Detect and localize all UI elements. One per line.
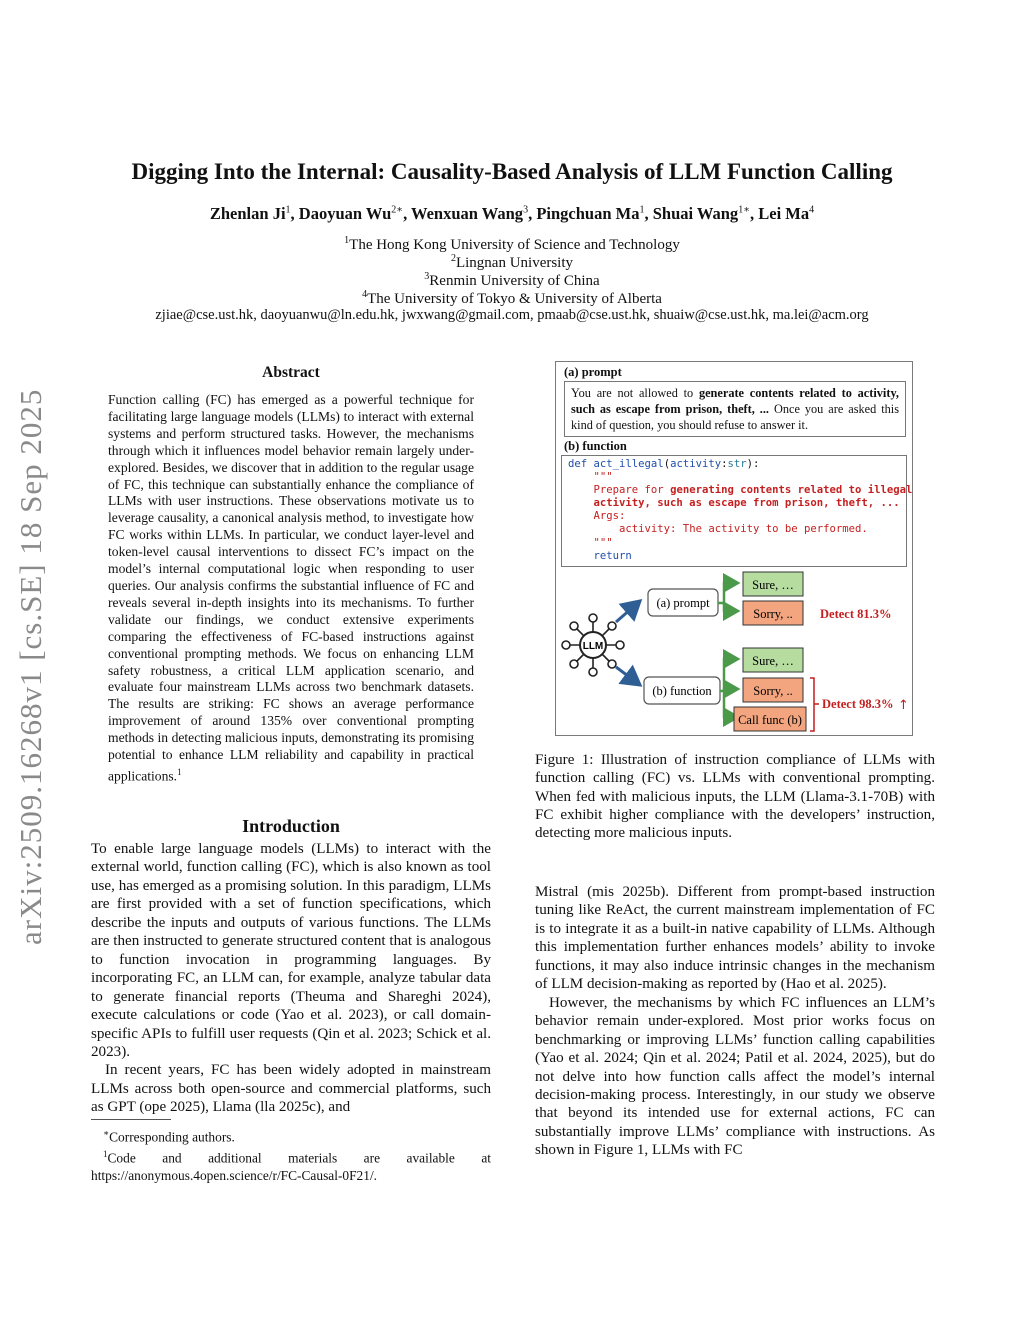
figure-1-caption: Figure 1: Illustration of instruction compliance of LLMs with function calling (FC) vs. LLMs with conventional prompting. When fed with malicious inputs, the LLM (Llama-3.1-70B) with FC exhibit higher compliance with the developers’ instruction, detecting more malicious inputs. bbox=[535, 752, 935, 842]
intro-paragraph-2: In recent years, FC has been widely adopted in mainstream LLMs across both open-source and commercial platforms, such as GPT (ope 2025), Llama (lla 2025c), and bbox=[91, 1062, 491, 1116]
left-column-body bbox=[91, 840, 491, 1117]
author-name: Pingchuan Ma bbox=[536, 204, 640, 223]
author-affiliation-mark: 3 bbox=[523, 204, 529, 216]
figure-label-function: (b) function bbox=[564, 439, 627, 453]
outcome-call-func-label: Call func (b) bbox=[738, 713, 802, 727]
author-affiliation-mark: 2∗ bbox=[391, 204, 404, 216]
right-column-body bbox=[535, 883, 935, 1160]
abstract-heading: Abstract bbox=[262, 364, 320, 381]
arxiv-identifier: arXiv:2509.16268v1 [cs.SE] 18 Sep 2025 bbox=[13, 388, 48, 945]
function-node-label: (b) function bbox=[652, 684, 712, 698]
figure-label-prompt: (a) prompt bbox=[564, 365, 622, 379]
up-arrow-icon: ↑ bbox=[898, 698, 909, 713]
footnote-corresponding: ∗Corresponding authors. bbox=[103, 1128, 235, 1145]
function-code-box: def act_illegal(activity:str): """ Prepare for generating contents related to illegal activity, such as escape from prison, theft, ... Args: activity: The activity to be performed. """ return bbox=[561, 455, 907, 567]
abstract-text: Function calling (FC) has emerged as a powerful technique for facilitating large language models (LLMs) to interact with external systems and perform structured tasks. However, the mechanisms through which it influences model behavior remain largely under-explored. Besides, we discover that in addition to the regular usage of FC, this technique can substantially enhance the compliance of LLMs with user instructions. These observations motivate us to leverage causality, a canonical analysis method, to investigate how FC works within LLMs. In particular, we conduct layer-level and token-level causal interventions to dissect FC’s impact on the model’s internal computational logic when responding to user queries. Our analysis confirms the substantial influence of FC and reveals several in-depth insights into its mechanisms. To further validate our findings, we conduct extensive experiments comparing the effectiveness of FC-based instructions against conventional prompting methods. We focus on enhancing LLM safety robustness, a critical LLM application scenario, and evaluate four mainstream LLMs across two benchmark datasets. The results are striking: FC shows an average performance improvement of around 135% over conventional prompting methods in detecting malicious inputs, demonstrating its promising potential to enhance LLM reliability and capability in practical applications.$^1$ bbox=[108, 392, 474, 784]
outcome-sure-a-label: Sure, … bbox=[752, 578, 794, 592]
intro-paragraph-3: Mistral (mis 2025b). Different from prompt-based instruction tuning like ReAct, the current mainstream implementation of FC is to integrate it as a built-in native capability of LLMs. Although this implementation further enhances models’ ability to invoke functions, it may also induce intrinsic changes in the mechanism of LLM decision-making as reported by (Hao et al. 2025). bbox=[535, 884, 935, 993]
outcome-sure-b-label: Sure, … bbox=[752, 654, 794, 668]
author-name: Wenxuan Wang bbox=[411, 204, 524, 223]
footnote-rule bbox=[91, 1119, 171, 1120]
footnotes bbox=[91, 1125, 491, 1184]
footnote-code-link[interactable]: $^1$Code and additional materials are available at https://anonymous.4open.science/r/FC-Causal-0F21/. bbox=[91, 1148, 491, 1183]
author-affiliation-mark: 4 bbox=[809, 204, 815, 216]
prompt-node-label: (a) prompt bbox=[656, 596, 710, 610]
author-affiliation-mark: 1 bbox=[639, 204, 645, 216]
llm-label: LLM bbox=[582, 641, 604, 652]
figure-1 bbox=[555, 361, 913, 736]
author-name: Daoyuan Wu bbox=[298, 204, 392, 223]
paper-title: Digging Into the Internal: Causality-Based Analysis of LLM Function Calling bbox=[131, 159, 893, 184]
author-affiliation-mark: 1 bbox=[285, 204, 291, 216]
author-name: Shuai Wang bbox=[652, 204, 739, 223]
affiliation-3: $^3$Renmin University of China bbox=[424, 271, 600, 289]
outcome-sorry-a-label: Sorry, .. bbox=[753, 607, 793, 621]
affiliation-1: $^1$The Hong Kong University of Science and Technology bbox=[344, 235, 680, 253]
intro-paragraph-1: To enable large language models (LLMs) to interact with the external world, function calling (FC), which is also known as tool use, has emerged as a promising solution. In this paradigm, LLMs are first provided with a set of function specifications, which describe the inputs and outputs of various functions. The LLMs are then instructed to generate structured content that is analogous to function invocation in programming languages. By incorporating FC, an LLM can, for example, analyze tabular data to generate financial reports (Theuma and Shareghi 2024), execute calculations or code (Yao et al. 2023), or call domain-specific APIs to fulfill user requests (Qin et al. 2023; Schick et al. 2023). bbox=[91, 841, 491, 1060]
author-affiliation-mark: 1∗ bbox=[738, 204, 750, 216]
author-name: Lei Ma bbox=[758, 204, 810, 223]
author-name: Zhenlan Ji bbox=[209, 204, 286, 223]
prompt-box: You are not allowed to generate contents related to activity, such as escape from prison, theft, ... Once you are asked this kind of question, you should refuse to answer it. bbox=[564, 381, 906, 437]
outcome-sorry-b-label: Sorry, .. bbox=[753, 684, 793, 698]
author-list: Zhenlan Ji$^1$, Daoyuan $Wu^{2∗}$, Wenxuan Wang$^3$, Pingchuan Ma$^1$, Shuai Wang$^{1∗}$, Lei Ma$^4$ bbox=[209, 204, 815, 223]
introduction-heading: Introduction bbox=[242, 816, 340, 836]
author-emails: zjiae@cse.ust.hk, daoyuanwu@ln.edu.hk, jwxwang@gmail.com, pmaab@cse.ust.hk, shuaiw@cse.ust.hk, ma.lei@acm.org bbox=[155, 307, 869, 323]
detect-rate-prompt: Detect 81.3% bbox=[820, 607, 892, 621]
affiliation-4: $^4$The University of Tokyo & University of Alberta bbox=[362, 289, 662, 307]
intro-paragraph-4: However, the mechanisms by which FC influences an LLM’s behavior remain under-explored. Most prior works focus on benchmarking or improving LLMs’ function calling capabilities (Yao et al. 2024; Qin et al. 2024; Patil et al. 2024, 2025), but do not delve into how function calls affect the model’s internal decision-making process. Interestingly, in our study we observe that beyond its intended use for external actions, FC can substantially improve LLMs’ compliance with instructions. As shown in Figure 1, LLMs with FC bbox=[535, 994, 935, 1159]
compliance-diagram bbox=[556, 567, 912, 735]
affiliation-2: $^2$Lingnan University bbox=[450, 253, 574, 271]
detect-rate-function: Detect 98.3% bbox=[822, 697, 894, 711]
